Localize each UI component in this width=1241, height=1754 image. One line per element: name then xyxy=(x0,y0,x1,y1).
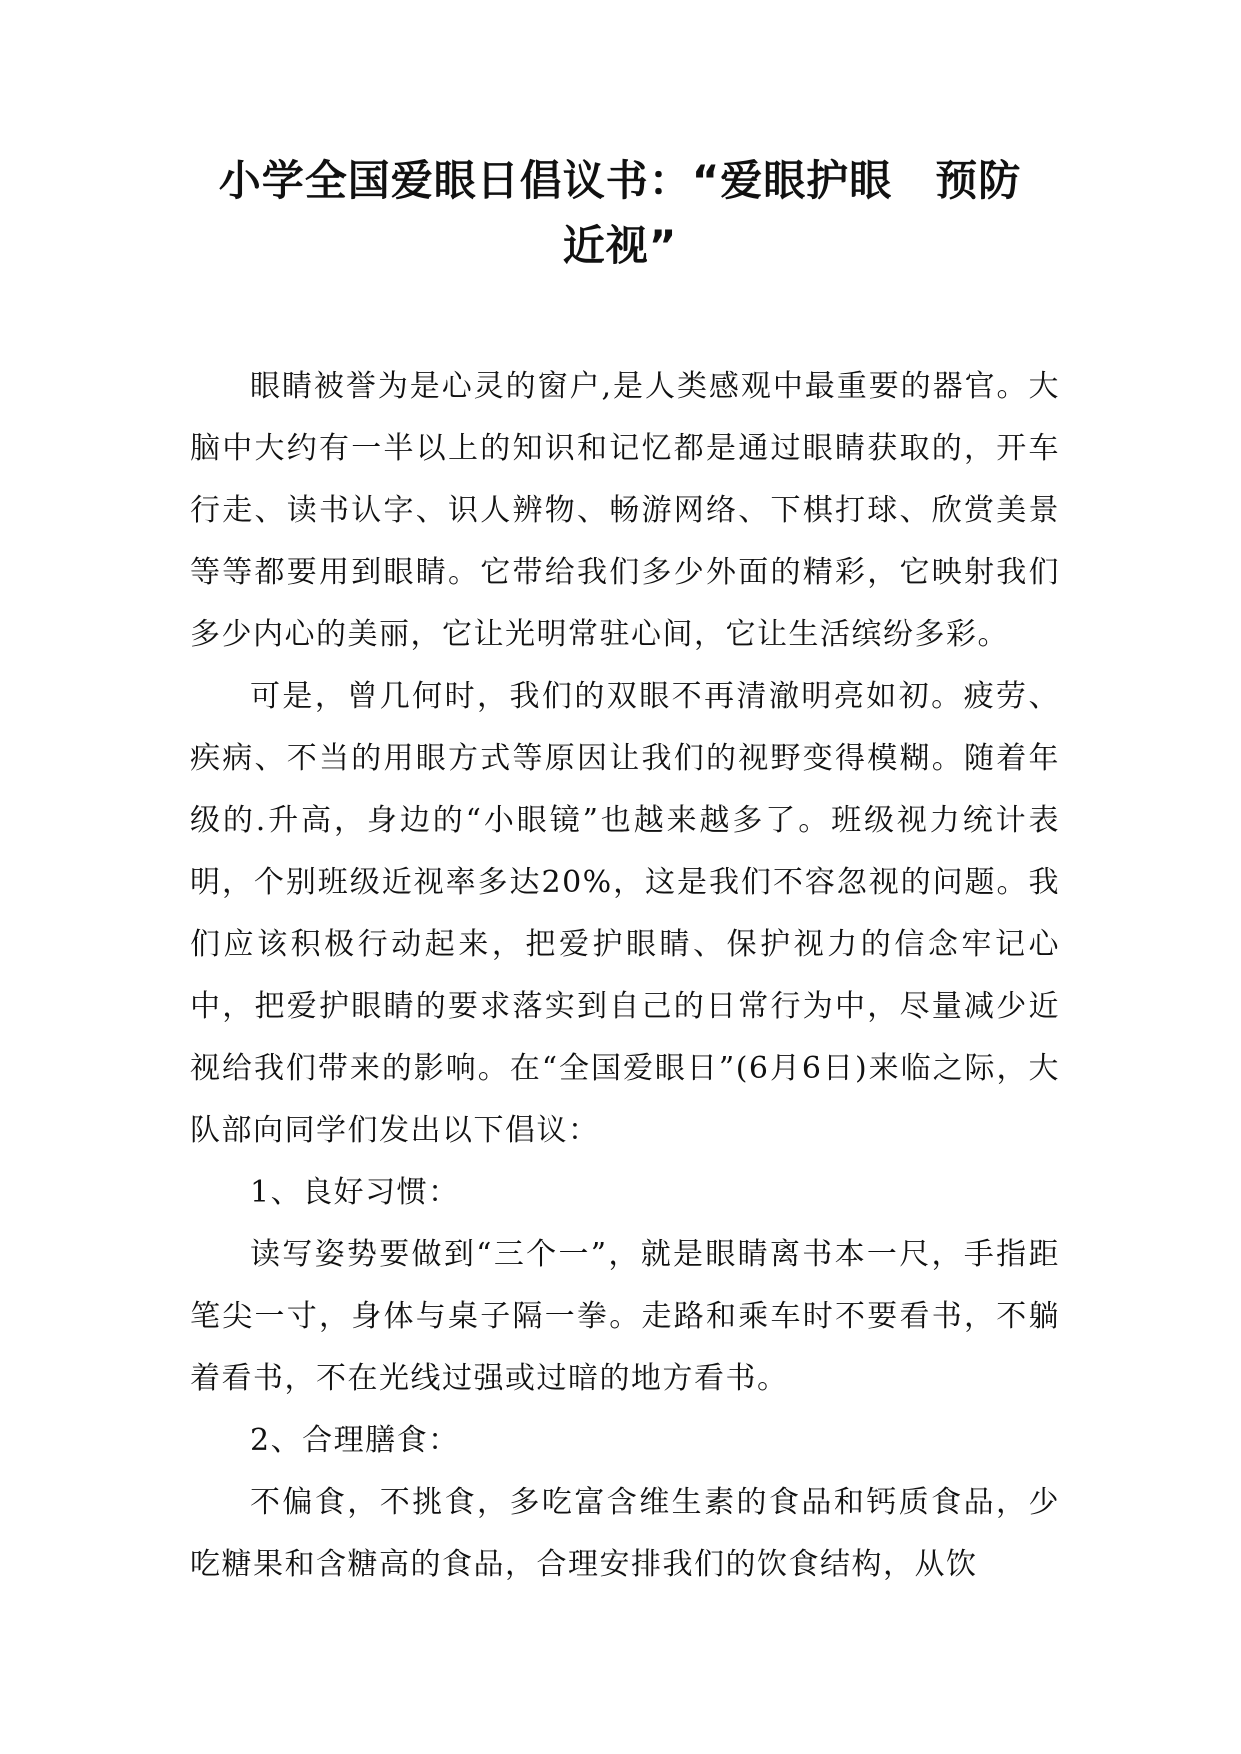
document-title xyxy=(180,148,1060,278)
section-heading-diet: 2、合理膳食： xyxy=(250,1423,460,1458)
paragraph-diet: 不偏食，不挑食，多吃富含维生素的食品和钙质食品，少吃糖果和含糖高的食品，合理安排我们的饮食结构，从饮 xyxy=(190,1485,1060,1582)
section-heading-habits: 1、良好习惯： xyxy=(250,1175,460,1210)
paragraph-intro: 眼睛被誉为是心灵的窗户,是人类感观中最重要的器官。大脑中大约有一半以上的知识和记忆都是通过眼睛获取的，开车行走、读书认字、识人辨物、畅游网络、下棋打球、欣赏美景等等都要用到眼睛。它带给我们多少外面的精彩，它映射我们多少内心的美丽，它让光明常驻心间，它让生活缤纷多彩。 xyxy=(190,369,1060,652)
title-line-1: 小学全国爱眼日倡议书：“爱眼护眼 预防 xyxy=(218,156,1022,205)
title-line-2: 近视” xyxy=(562,221,678,270)
document-body xyxy=(190,356,1060,1596)
paragraph-habits: 读写姿势要做到“三个一”，就是眼睛离书本一尺，手指距笔尖一寸，身体与桌子隔一拳。走路和乘车时不要看书，不躺着看书，不在光线过强或过暗的地方看书。 xyxy=(190,1237,1060,1396)
paragraph-problem: 可是，曾几何时，我们的双眼不再清澈明亮如初。疲劳、疾病、不当的用眼方式等原因让我们的视野变得模糊。随着年级的.升高，身边的“小眼镜”也越来越多了。班级视力统计表明，个别班级近视率多达20%，这是我们不容忽视的问题。我们应该积极行动起来，把爱护眼睛、保护视力的信念牢记心中，把爱护眼睛的要求落实到自己的日常行为中，尽量减少近视给我们带来的影响。在“全国爱眼日”(6月6日)来临之际，大队部向同学们发出以下倡议： xyxy=(190,679,1060,1148)
